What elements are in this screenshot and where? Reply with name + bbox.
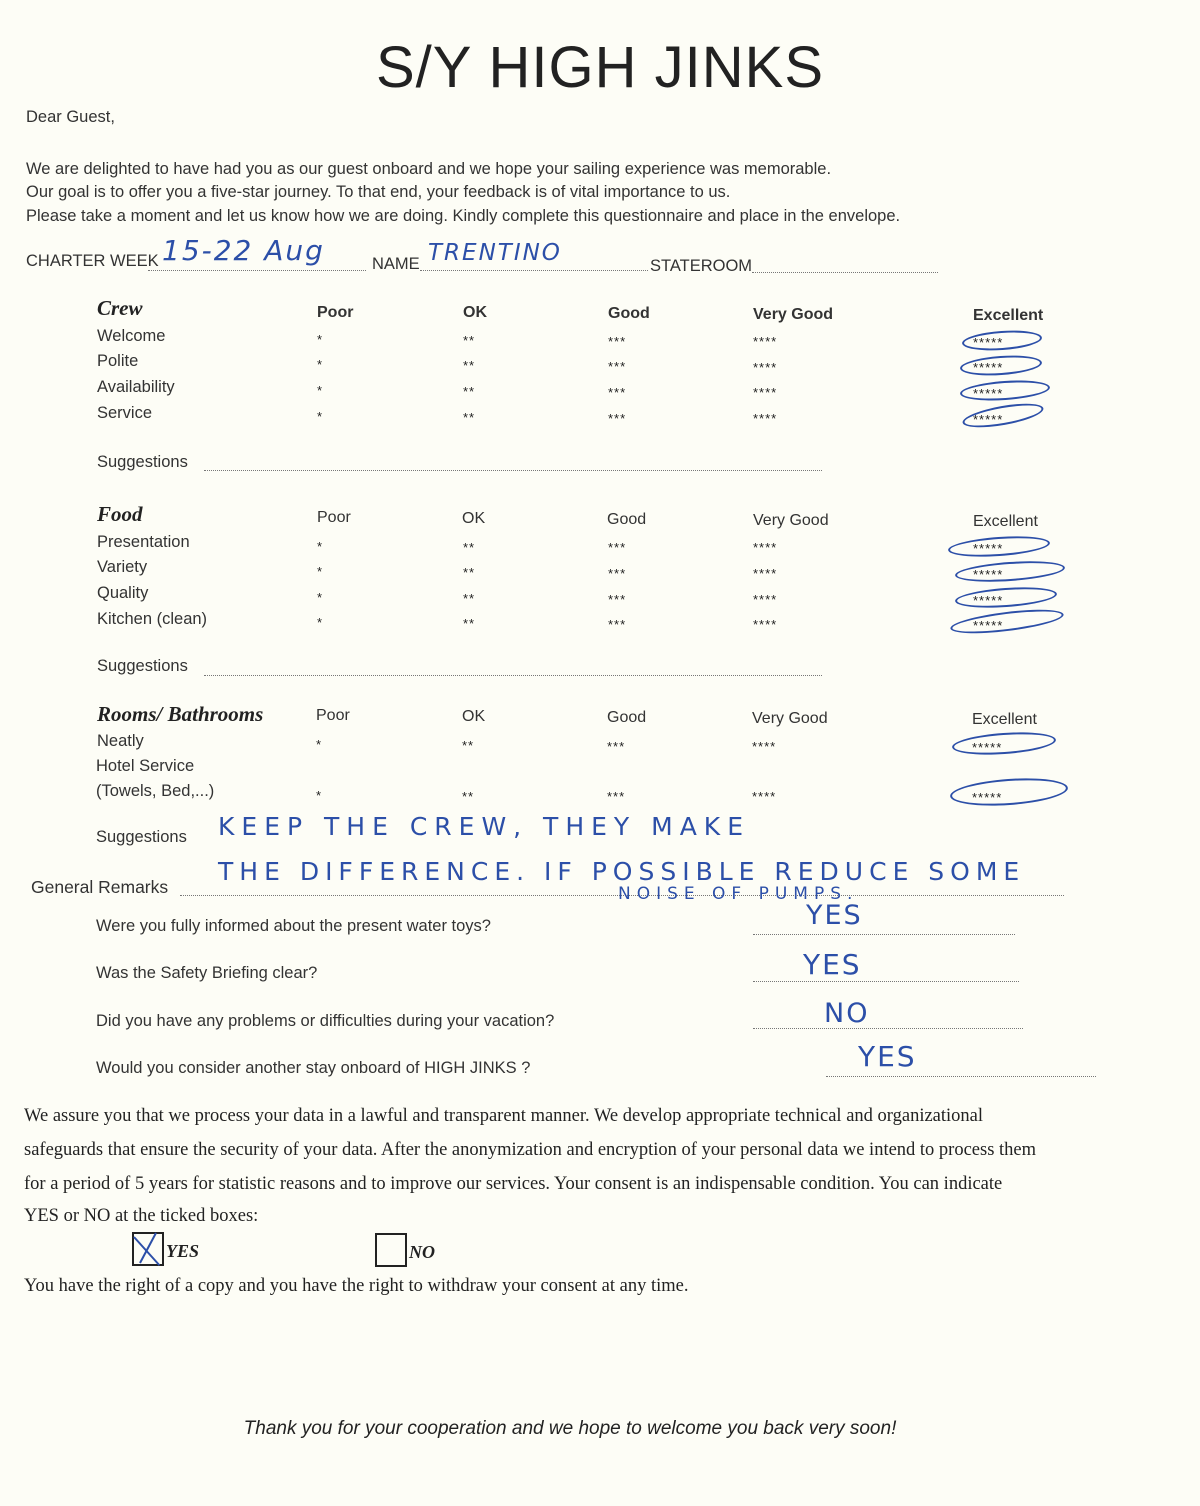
intro-line-1: We are delighted to have had you as our guest onboard and we hope your sailing experience was memorable.	[26, 160, 832, 178]
rating-very-good[interactable]: ****	[753, 385, 778, 400]
rating-very-good[interactable]: ****	[753, 360, 778, 375]
col-excellent: Excellent	[973, 513, 1038, 530]
rating-very-good[interactable]: ****	[753, 592, 778, 607]
stateroom-field[interactable]	[752, 272, 938, 273]
charter-week-line	[148, 270, 366, 271]
rating-poor[interactable]: *	[317, 383, 324, 398]
rating-poor[interactable]: *	[317, 539, 324, 554]
rating-very-good[interactable]: ****	[752, 789, 777, 804]
name-line	[420, 270, 648, 271]
rating-ok[interactable]: **	[463, 540, 476, 555]
crew-item-welcome: Welcome	[97, 327, 166, 345]
circled-rating	[951, 729, 1056, 757]
col-very-good: Very Good	[753, 512, 829, 529]
intro-line-3: Please take a moment and let us know how we are doing. Kindly complete this questionnaire and place in the envelope.	[26, 207, 901, 225]
rating-excellent[interactable]: *****	[973, 412, 1004, 427]
col-very-good: Very Good	[752, 710, 828, 727]
name-field[interactable]: TRENTINO	[428, 240, 562, 266]
circled-rating	[949, 605, 1064, 638]
crew-suggestions-field[interactable]	[204, 470, 822, 471]
consent-no-label: NO	[409, 1242, 435, 1262]
rating-good[interactable]: ***	[608, 334, 627, 349]
rating-poor[interactable]: *	[317, 332, 324, 347]
col-very-good: Very Good	[753, 306, 834, 323]
col-poor: Poor	[317, 509, 351, 526]
question-another-stay: Would you consider another stay onboard of HIGH JINKS ?	[96, 1059, 531, 1077]
circled-rating	[959, 378, 1050, 403]
section-title-crew: Crew	[97, 296, 143, 320]
rating-good[interactable]: ***	[608, 411, 627, 426]
rating-very-good[interactable]: ****	[752, 739, 777, 754]
rating-excellent[interactable]: *****	[973, 541, 1004, 556]
rating-good[interactable]: ***	[608, 540, 627, 555]
legal-line-4: YES or NO at the ticked boxes:	[24, 1206, 259, 1226]
col-excellent: Excellent	[973, 307, 1044, 324]
answer-safety-briefing[interactable]: YES	[803, 948, 862, 981]
col-ok: OK	[462, 510, 486, 527]
rooms-item-hotel-service: Hotel Service	[96, 757, 195, 775]
general-remarks-label: General Remarks	[31, 877, 169, 897]
rating-very-good[interactable]: ****	[753, 334, 778, 349]
rating-poor[interactable]: *	[317, 590, 324, 605]
rating-poor[interactable]: *	[316, 788, 323, 803]
rating-excellent[interactable]: *****	[972, 740, 1003, 755]
charter-week-label: CHARTER WEEK	[26, 252, 159, 270]
answer-problems[interactable]: NO	[824, 998, 870, 1029]
rating-ok[interactable]: **	[463, 384, 476, 399]
rating-good[interactable]: ***	[608, 617, 627, 632]
rating-poor[interactable]: *	[317, 409, 324, 424]
food-suggestions-label: Suggestions	[97, 657, 188, 675]
answer-line	[753, 934, 1015, 935]
rating-good[interactable]: ***	[608, 359, 627, 374]
stateroom-label: STATEROOM	[650, 257, 753, 275]
rating-good[interactable]: ***	[608, 592, 627, 607]
rating-excellent[interactable]: *****	[973, 386, 1004, 401]
circled-rating	[949, 775, 1069, 809]
rating-very-good[interactable]: ****	[753, 566, 778, 581]
general-remarks-line-2[interactable]: NOISE OF PUMPS.	[618, 884, 859, 904]
charter-week-field[interactable]: 15-22 Aug	[162, 234, 325, 267]
circled-rating	[961, 328, 1042, 353]
rating-very-good[interactable]: ****	[753, 540, 778, 555]
rating-very-good[interactable]: ****	[753, 411, 778, 426]
rating-poor[interactable]: *	[316, 737, 323, 752]
rooms-item-towels: (Towels, Bed,...)	[96, 782, 215, 800]
rating-poor[interactable]: *	[317, 564, 324, 579]
name-label: NAME	[372, 255, 420, 273]
rating-very-good[interactable]: ****	[753, 617, 778, 632]
col-ok: OK	[463, 304, 487, 321]
legal-line-2: safeguards that ensure the security of your data. After the anonymization and encryption of your personal data we intend to process them	[24, 1140, 1037, 1160]
answer-line	[753, 1028, 1023, 1029]
col-good: Good	[608, 305, 650, 322]
greeting: Dear Guest,	[26, 108, 115, 126]
rating-ok[interactable]: **	[463, 358, 476, 373]
rating-ok[interactable]: **	[463, 591, 476, 606]
rating-ok[interactable]: **	[462, 789, 475, 804]
answer-water-toys[interactable]: YES	[806, 900, 863, 931]
rating-ok[interactable]: **	[463, 410, 476, 425]
rating-excellent[interactable]: *****	[973, 593, 1004, 608]
answer-another-stay[interactable]: YES	[858, 1040, 917, 1073]
rooms-suggestions-field[interactable]: KEEP THE CREW, THEY MAKE	[218, 812, 751, 841]
question-problems: Did you have any problems or difficulties during your vacation?	[96, 1012, 555, 1030]
question-safety-briefing: Was the Safety Briefing clear?	[96, 964, 318, 982]
answer-line	[826, 1076, 1096, 1077]
rooms-suggestions-label: Suggestions	[96, 828, 187, 846]
col-good: Good	[607, 511, 647, 528]
general-remarks-field[interactable]: THE DIFFERENCE. IF POSSIBLE REDUCE SOME	[218, 857, 1026, 886]
col-ok: OK	[462, 708, 486, 725]
rights-text: You have the right of a copy and you have the right to withdraw your consent at any time.	[24, 1276, 689, 1296]
rating-ok[interactable]: **	[463, 616, 476, 631]
rating-good[interactable]: ***	[607, 739, 626, 754]
question-water-toys: Were you fully informed about the present water toys?	[96, 917, 491, 935]
food-item-kitchen: Kitchen (clean)	[97, 610, 208, 628]
crew-item-service: Service	[97, 404, 153, 422]
section-title-food: Food	[97, 502, 143, 526]
section-title-rooms: Rooms/ Bathrooms	[97, 702, 264, 726]
rating-poor[interactable]: *	[317, 357, 324, 372]
col-excellent: Excellent	[972, 711, 1037, 728]
rating-excellent[interactable]: *****	[973, 567, 1004, 582]
page-title: S/Y HIGH JINKS	[375, 35, 825, 100]
crew-item-polite: Polite	[97, 352, 139, 370]
food-item-presentation: Presentation	[97, 533, 190, 551]
circled-rating	[961, 399, 1045, 432]
rating-good[interactable]: ***	[607, 789, 626, 804]
thank-you-text: Thank you for your cooperation and we hope to welcome you back very soon!	[243, 1418, 897, 1439]
circled-rating	[954, 584, 1057, 610]
rating-excellent[interactable]: *****	[973, 335, 1004, 350]
circled-rating	[954, 558, 1065, 585]
answer-line	[753, 981, 1019, 982]
rating-ok[interactable]: **	[463, 565, 476, 580]
rating-ok[interactable]: **	[462, 738, 475, 753]
col-good: Good	[607, 709, 647, 726]
legal-line-3: for a period of 5 years for statistic reasons and to improve our services. Your consent is an indispensable condition. You can indicate	[24, 1174, 1003, 1194]
rating-poor[interactable]: *	[317, 615, 324, 630]
col-poor: Poor	[316, 707, 350, 724]
circled-rating	[947, 533, 1050, 559]
food-item-quality: Quality	[97, 584, 149, 602]
col-poor: Poor	[317, 304, 354, 321]
rating-ok[interactable]: **	[463, 333, 476, 348]
crew-suggestions-label: Suggestions	[97, 453, 188, 471]
rating-good[interactable]: ***	[608, 385, 627, 400]
legal-line-1: We assure you that we process your data in a lawful and transparent manner. We develop appropriate technical and organizational	[24, 1106, 984, 1126]
rating-excellent[interactable]: *****	[973, 360, 1004, 375]
consent-yes-label: YES	[166, 1241, 200, 1261]
food-suggestions-field[interactable]	[204, 675, 822, 676]
intro-line-2: Our goal is to offer you a five-star journey. To that end, your feedback is of vital importance to us.	[26, 183, 731, 201]
rooms-item-neatly: Neatly	[97, 732, 144, 750]
circled-rating	[959, 353, 1042, 378]
consent-no-checkbox[interactable]	[375, 1233, 407, 1267]
crew-item-availability: Availability	[97, 378, 175, 396]
rating-excellent[interactable]: *****	[973, 618, 1004, 633]
rating-excellent[interactable]: *****	[972, 790, 1003, 805]
food-item-variety: Variety	[97, 558, 148, 576]
rating-good[interactable]: ***	[608, 566, 627, 581]
